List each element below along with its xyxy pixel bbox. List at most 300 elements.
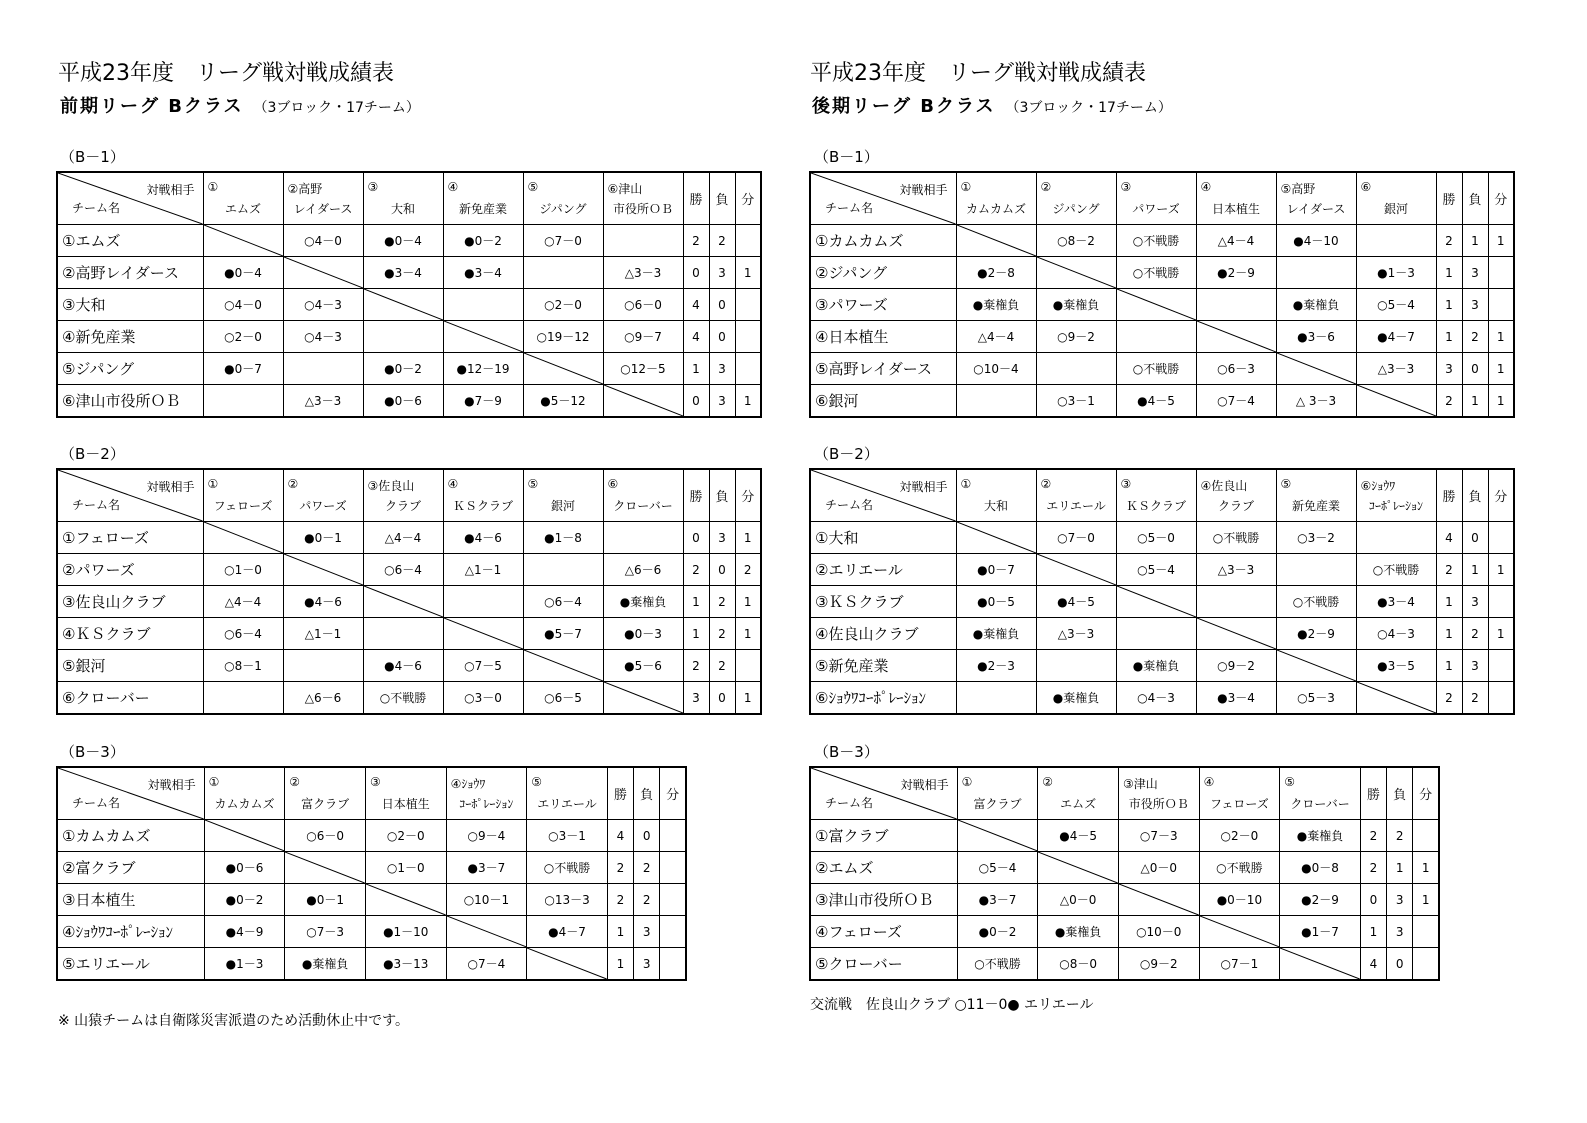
result-cell [603, 225, 683, 257]
opponent-number: ② [1042, 775, 1054, 789]
stat-cell: 0 [709, 289, 735, 321]
table-row [57, 852, 686, 884]
stat-cell: 1 [1436, 321, 1462, 353]
result-cell: ○2－0 [365, 820, 446, 852]
result-cell: △6－6 [283, 682, 363, 715]
stat-cell: 4 [1436, 522, 1462, 554]
stat-cell: 1 [735, 682, 761, 715]
result-cell: ●3－13 [365, 948, 446, 981]
diagonal-line [1119, 884, 1199, 915]
result-cell [283, 353, 363, 385]
header-row [57, 469, 761, 522]
stat-cell: 2 [709, 650, 735, 682]
stat-cell: 2 [683, 650, 709, 682]
team-name: ①カムカムズ [810, 225, 956, 257]
result-cell: ●7－9 [443, 385, 523, 418]
opponent-number: ⑤ [527, 180, 539, 194]
corner-top-label: 対戦相手 [147, 778, 196, 792]
result-cell: ○7－4 [1196, 385, 1276, 418]
opponent-header [603, 172, 683, 225]
self-match-cell [523, 650, 603, 682]
block-label: （B－1） [814, 148, 879, 166]
stat-cell: 0 [709, 321, 735, 353]
table-row [57, 289, 761, 321]
corner-cell [810, 469, 956, 522]
subtitle-note: （3ブロック・17チーム） [253, 100, 420, 116]
opponent-name: 大和 [983, 499, 1008, 513]
result-cell: △3－3 [1356, 353, 1436, 385]
stat-cell: 2 [634, 884, 660, 916]
result-cell: ○不戦勝 [363, 682, 443, 715]
result-cell: ○3－1 [1036, 385, 1116, 418]
opponent-header [1356, 469, 1436, 522]
self-match-cell [1276, 353, 1356, 385]
opponent-name: 市役所ＯＢ [1128, 797, 1189, 811]
stat-cell: 2 [683, 225, 709, 257]
result-cell: ●0－7 [203, 353, 283, 385]
stat-cell: 1 [1436, 618, 1462, 650]
stat-cell [1413, 916, 1439, 948]
result-cell: ○7－5 [443, 650, 523, 682]
diagonal-line [1037, 554, 1116, 585]
result-cell [363, 321, 443, 353]
result-cell: ○10－0 [1118, 916, 1199, 948]
stat-cell: 4 [683, 289, 709, 321]
self-match-cell [443, 618, 523, 650]
corner-top-label: 対戦相手 [146, 480, 195, 494]
opponent-number: ⑤高野 [1280, 182, 1316, 196]
stat-cell: 1 [683, 586, 709, 618]
table-row [57, 554, 761, 586]
stat-cell: 1 [607, 948, 633, 981]
stat-header: 負 [709, 469, 735, 522]
result-cell: ○不戦勝 [1356, 554, 1436, 586]
team-name: ③大和 [57, 289, 203, 321]
stat-cell: 1 [1462, 385, 1488, 418]
result-cell: ●1－3 [204, 948, 285, 981]
result-cell: ●0－1 [285, 884, 366, 916]
stat-cell: 1 [1436, 586, 1462, 618]
stat-cell: 3 [1436, 353, 1462, 385]
team-name: ⑤新免産業 [810, 650, 956, 682]
stat-cell: 0 [1462, 522, 1488, 554]
result-cell [956, 682, 1036, 715]
opponent-number: ⑥津山 [607, 182, 643, 196]
table-row [57, 385, 761, 418]
table-row [57, 225, 761, 257]
result-cell: ○不戦勝 [1116, 353, 1196, 385]
result-cell: △0－0 [1038, 884, 1119, 916]
stat-cell: 2 [634, 852, 660, 884]
stat-cell: 2 [607, 852, 633, 884]
table-row [810, 948, 1439, 981]
result-cell [1196, 289, 1276, 321]
stat-cell [735, 353, 761, 385]
result-cell: ●0－6 [363, 385, 443, 418]
opponent-header [956, 172, 1036, 225]
result-cell: ●3－7 [446, 852, 527, 884]
result-cell: ●4－7 [527, 916, 608, 948]
stat-cell: 3 [1462, 289, 1488, 321]
result-cell: ○不戦勝 [1116, 225, 1196, 257]
stat-cell [1413, 948, 1439, 981]
team-name: ④佐良山クラブ [810, 618, 956, 650]
diagonal-line [527, 948, 607, 979]
opponent-header [365, 767, 446, 820]
result-cell: ○4－0 [203, 289, 283, 321]
table-row [57, 884, 686, 916]
result-cell: ●2－8 [956, 257, 1036, 289]
result-cell: ●3－7 [957, 884, 1038, 916]
result-cell: ●3－4 [363, 257, 443, 289]
opponent-name: カムカムズ [965, 202, 1026, 216]
opponent-number: ① [207, 477, 219, 491]
result-cell: ●1－3 [1356, 257, 1436, 289]
diagonal-line [366, 884, 446, 915]
result-cell: ○2－0 [1199, 820, 1280, 852]
opponent-number: ① [960, 477, 972, 491]
stat-cell: 0 [683, 522, 709, 554]
table-row [57, 586, 761, 618]
team-name: ④フェローズ [810, 916, 957, 948]
opponent-number: ③佐良山 [367, 479, 415, 493]
footnote: 交流戦 佐良山クラブ ○11－0● エリエール [810, 997, 1094, 1013]
stat-cell [1488, 289, 1514, 321]
page-subtitle [60, 92, 420, 118]
team-name: ④ｼｮｳﾜｺｰﾎﾟﾚｰｼｮﾝ [57, 916, 204, 948]
self-match-cell [523, 353, 603, 385]
stat-header: 勝 [683, 469, 709, 522]
stat-header: 分 [660, 767, 686, 820]
stat-cell: 1 [1413, 852, 1439, 884]
opponent-header [446, 767, 527, 820]
result-cell: ○9－2 [1196, 650, 1276, 682]
table-row [57, 650, 761, 682]
table-row [810, 385, 1514, 418]
result-cell: ○不戦勝 [527, 852, 608, 884]
result-cell [1276, 554, 1356, 586]
stat-cell: 1 [735, 586, 761, 618]
league-table [56, 171, 762, 418]
result-cell: ●2－9 [1280, 884, 1361, 916]
stat-cell: 2 [1387, 820, 1413, 852]
self-match-cell [956, 522, 1036, 554]
stat-header: 勝 [683, 172, 709, 225]
stat-cell: 0 [1360, 884, 1386, 916]
diagonal-line [604, 385, 683, 416]
opponent-header [363, 172, 443, 225]
stat-cell: 1 [1462, 225, 1488, 257]
opponent-number: ② [287, 477, 299, 491]
result-cell: ●2－9 [1276, 618, 1356, 650]
result-cell: ●1－10 [365, 916, 446, 948]
opponent-name: クローバー [1290, 797, 1350, 811]
result-cell: ●4－5 [1036, 586, 1116, 618]
stat-header: 分 [735, 469, 761, 522]
result-cell [1036, 353, 1116, 385]
result-cell: △4－4 [203, 586, 283, 618]
stat-cell: 1 [1488, 321, 1514, 353]
result-cell: ●5－7 [523, 618, 603, 650]
opponent-header [523, 469, 603, 522]
diagonal-line [444, 618, 523, 649]
opponent-number: ① [208, 775, 220, 789]
stat-cell: 1 [1488, 554, 1514, 586]
opponent-name: 日本植生 [1211, 202, 1260, 216]
result-cell [956, 385, 1036, 418]
opponent-number: ② [1040, 180, 1052, 194]
table-row [57, 522, 761, 554]
table-row [57, 916, 686, 948]
self-match-cell [443, 321, 523, 353]
result-cell: ●棄権負 [1116, 650, 1196, 682]
stat-header: 勝 [1360, 767, 1386, 820]
stat-cell: 3 [709, 522, 735, 554]
team-name: ⑥クローバー [57, 682, 203, 715]
result-cell: ●棄権負 [285, 948, 366, 981]
result-cell: ●3－5 [1356, 650, 1436, 682]
result-cell: ○5－4 [957, 852, 1038, 884]
stat-header: 分 [1488, 172, 1514, 225]
opponent-name: 銀河 [1383, 202, 1408, 216]
diagonal-line [1277, 650, 1356, 681]
corner-bottom-label: チーム名 [825, 201, 874, 215]
block-label: （B－2） [814, 445, 879, 463]
self-match-cell [1199, 916, 1280, 948]
opponent-name: クラブ [384, 499, 421, 513]
opponent-header [1199, 767, 1280, 820]
stat-cell: 4 [607, 820, 633, 852]
opponent-header [285, 767, 366, 820]
self-match-cell [204, 820, 285, 852]
opponent-number: ③ [1120, 180, 1132, 194]
stat-cell: 1 [735, 522, 761, 554]
opponent-header [1276, 172, 1356, 225]
stat-cell: 3 [634, 916, 660, 948]
stat-cell: 2 [1436, 385, 1462, 418]
opponent-number: ④ [1200, 180, 1212, 194]
team-name: ⑤銀河 [57, 650, 203, 682]
result-cell: ○10－1 [446, 884, 527, 916]
result-cell: ●1－8 [523, 522, 603, 554]
diagonal-line [1277, 353, 1356, 384]
stat-cell: 2 [1436, 554, 1462, 586]
result-cell: ○4－3 [1356, 618, 1436, 650]
result-cell: ●0－6 [204, 852, 285, 884]
result-cell: ●0－1 [283, 522, 363, 554]
opponent-name: カムカムズ [214, 797, 275, 811]
opponent-header [1038, 767, 1119, 820]
team-name: ①フェローズ [57, 522, 203, 554]
result-cell [523, 257, 603, 289]
table-row [810, 618, 1514, 650]
opponent-header [283, 469, 363, 522]
result-cell: ●4－6 [363, 650, 443, 682]
result-cell: ●4－7 [1356, 321, 1436, 353]
stat-cell: 2 [607, 884, 633, 916]
stat-header: 分 [1488, 469, 1514, 522]
opponent-name: ジパング [1052, 202, 1100, 216]
stat-header: 分 [735, 172, 761, 225]
opponent-name: 新免産業 [458, 202, 507, 216]
self-match-cell [1116, 289, 1196, 321]
result-cell: ●3－4 [1356, 586, 1436, 618]
self-match-cell [363, 289, 443, 321]
stat-cell: 1 [735, 257, 761, 289]
stat-cell: 1 [1488, 225, 1514, 257]
corner-bottom-label: チーム名 [72, 201, 121, 215]
opponent-number: ⑥ [607, 477, 619, 491]
result-cell: ●5－6 [603, 650, 683, 682]
result-cell: ●棄権負 [1038, 916, 1119, 948]
result-cell [1276, 257, 1356, 289]
table-row [810, 682, 1514, 715]
table-row [57, 682, 761, 715]
result-cell: ○7－1 [1199, 948, 1280, 981]
result-cell: ●0－4 [363, 225, 443, 257]
result-cell: △3－3 [1036, 618, 1116, 650]
result-cell: ○4－3 [283, 289, 363, 321]
corner-bottom-label: チーム名 [825, 796, 874, 810]
result-cell [1356, 225, 1436, 257]
result-cell: △4－4 [956, 321, 1036, 353]
self-match-cell [283, 554, 363, 586]
result-cell: ●1－7 [1280, 916, 1361, 948]
result-cell: ○3－1 [527, 820, 608, 852]
opponent-name: 大和 [390, 202, 415, 216]
opponent-header [1116, 172, 1196, 225]
self-match-cell [1036, 554, 1116, 586]
result-cell: ●4－6 [283, 586, 363, 618]
result-cell: ●4－10 [1276, 225, 1356, 257]
self-match-cell [363, 586, 443, 618]
table-row [810, 884, 1439, 916]
result-cell: ○6－0 [285, 820, 366, 852]
opponent-name: パワーズ [299, 499, 347, 513]
result-cell: ○3－2 [1276, 522, 1356, 554]
opponent-number: ① [961, 775, 973, 789]
opponent-header [443, 172, 523, 225]
stat-header: 勝 [607, 767, 633, 820]
result-cell: ○不戦勝 [1199, 852, 1280, 884]
table-row [810, 353, 1514, 385]
team-name: ④新免産業 [57, 321, 203, 353]
opponent-header [1036, 172, 1116, 225]
self-match-cell [1196, 618, 1276, 650]
opponent-name: クローバー [613, 499, 673, 513]
opponent-number: ④佐良山 [1200, 479, 1248, 493]
team-name: ③津山市役所ＯＢ [810, 884, 957, 916]
stat-cell: 1 [735, 385, 761, 418]
result-cell: ○1－0 [203, 554, 283, 586]
header-row [57, 767, 686, 820]
table-row [810, 257, 1514, 289]
stat-cell [735, 225, 761, 257]
team-name: ⑥ｼｮｳﾜｺｰﾎﾟﾚｰｼｮﾝ [810, 682, 956, 715]
opponent-name: クラブ [1217, 499, 1254, 513]
league-table [56, 766, 687, 981]
team-name: ②エムズ [810, 852, 957, 884]
result-cell [1356, 522, 1436, 554]
diagonal-line [204, 225, 283, 256]
result-cell: ○6－4 [203, 618, 283, 650]
header-row [810, 469, 1514, 522]
stat-cell: 2 [735, 554, 761, 586]
result-cell [1116, 321, 1196, 353]
result-cell: ○10－4 [956, 353, 1036, 385]
team-name: ①カムカムズ [57, 820, 204, 852]
corner-top-label: 対戦相手 [900, 778, 949, 792]
result-cell: ●3－4 [443, 257, 523, 289]
result-cell: ○不戦勝 [957, 948, 1038, 981]
team-name: ②パワーズ [57, 554, 203, 586]
result-cell: ●3－4 [1196, 682, 1276, 715]
self-match-cell [365, 884, 446, 916]
stat-cell: 0 [683, 385, 709, 418]
result-cell: ●4－9 [204, 916, 285, 948]
diagonal-line [1038, 852, 1118, 883]
stat-cell: 3 [1462, 586, 1488, 618]
stat-cell [660, 916, 686, 948]
result-cell: ○5－0 [1116, 522, 1196, 554]
result-cell: ○5－4 [1356, 289, 1436, 321]
stat-cell: 3 [1462, 257, 1488, 289]
corner-bottom-label: チーム名 [72, 796, 121, 810]
table-row [57, 353, 761, 385]
result-cell: △1－1 [283, 618, 363, 650]
table-row [57, 321, 761, 353]
self-match-cell [1038, 852, 1119, 884]
stat-cell [660, 884, 686, 916]
opponent-name: ＫＳクラブ [1125, 499, 1186, 513]
team-name: ③佐良山クラブ [57, 586, 203, 618]
opponent-number: ⑥ｼｮｳﾜ [1360, 479, 1396, 493]
page-title: 平成23年度 リーグ戦対戦成績表 [810, 61, 1146, 86]
stat-cell [1413, 820, 1439, 852]
diagonal-line [284, 257, 363, 288]
stat-cell [1488, 586, 1514, 618]
opponent-header [523, 172, 603, 225]
stat-cell: 3 [709, 257, 735, 289]
diagonal-line [1197, 321, 1276, 352]
opponent-header [1280, 767, 1361, 820]
stat-cell: 1 [1436, 257, 1462, 289]
diagonal-line [1280, 948, 1360, 979]
opponent-number: ④ [447, 180, 459, 194]
stat-cell: 2 [1462, 321, 1488, 353]
team-name: ②高野レイダース [57, 257, 203, 289]
opponent-header [1276, 469, 1356, 522]
opponent-number: ④ [447, 477, 459, 491]
self-match-cell [527, 948, 608, 981]
subtitle-main: 後期リーグ Bクラス [812, 96, 996, 117]
league-table [809, 468, 1515, 715]
stat-cell: 1 [1462, 554, 1488, 586]
result-cell [1196, 586, 1276, 618]
result-cell [283, 650, 363, 682]
diagonal-line [958, 820, 1038, 851]
opponent-name: ｺｰﾎﾟﾚｰｼｮﾝ [1368, 499, 1423, 513]
opponent-number: ③ [369, 775, 381, 789]
result-cell: ○4－3 [1116, 682, 1196, 715]
result-cell: ○不戦勝 [1196, 522, 1276, 554]
result-cell: △6－6 [603, 554, 683, 586]
result-cell [1036, 650, 1116, 682]
stat-cell: 1 [1436, 289, 1462, 321]
result-cell: ○9－4 [446, 820, 527, 852]
league-table [56, 468, 762, 715]
opponent-name: 富クラブ [973, 797, 1022, 811]
